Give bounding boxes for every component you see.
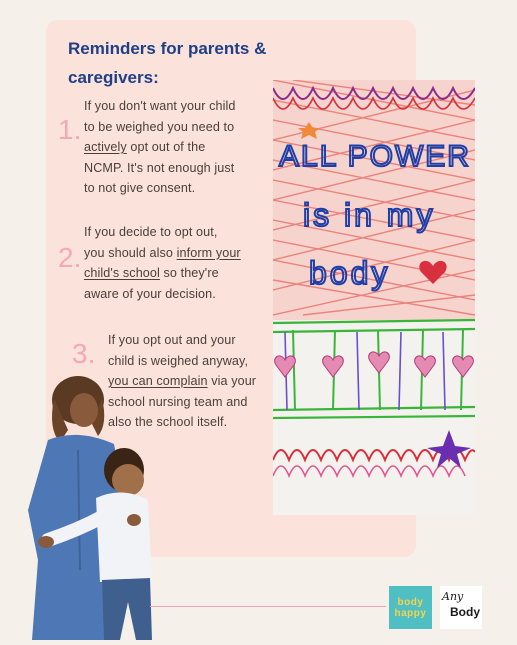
reminder-line	[108, 330, 278, 351]
drawing-illustration	[273, 80, 475, 515]
reminder-line	[84, 284, 274, 305]
footer-divider	[150, 606, 386, 607]
reminder-line	[84, 263, 274, 284]
reminder-line	[84, 96, 274, 117]
child-drawing	[273, 80, 475, 515]
drawing-line-3: body	[309, 255, 391, 291]
reminder-emphasis-link: you can complain	[108, 374, 208, 388]
reminder-line	[84, 117, 274, 138]
reminder-text-segment: to not give consent.	[84, 181, 196, 195]
reminder-text-segment: school nursing team and	[108, 394, 248, 409]
reminder-text-segment: you should also	[84, 245, 177, 260]
reminder-text-segment: If you opt out and your	[108, 333, 236, 347]
reminder-text-segment: to be weighed you need to	[84, 119, 235, 134]
reminder-text-segment: NCMP. It's not enough just	[84, 160, 235, 175]
reminder-text-segment: also the school itself.	[108, 415, 228, 429]
page-title: Reminders for parents & caregivers:	[68, 39, 267, 87]
body-happy-logo-line-2: happy	[394, 607, 427, 619]
reminder-1-text	[84, 96, 274, 199]
reminder-number-3: 3.	[72, 338, 96, 369]
any-body-logo-line-1: Any	[442, 590, 464, 603]
reminder-emphasis-link: inform your	[176, 245, 241, 260]
reminder-line	[84, 137, 274, 158]
body-happy-logo-line-1: body	[397, 596, 424, 608]
any-body-logo-line-2: Body	[450, 605, 480, 619]
reminder-number-1: 1.	[58, 114, 82, 145]
reminder-line	[84, 222, 274, 243]
parent-hugging-child-photo	[18, 370, 168, 640]
reminder-text-segment: so they're	[159, 266, 219, 280]
reminder-2-text	[84, 222, 274, 304]
reminder-text-segment: child is weighed anyway,	[108, 353, 249, 368]
parent-child-illustration	[18, 370, 168, 640]
drawing-line-2: is in my	[303, 197, 436, 233]
reminder-line	[84, 243, 274, 264]
body-happy-logo	[389, 586, 432, 629]
any-body-logo	[440, 586, 482, 629]
reminder-line	[84, 158, 274, 179]
reminder-text-segment: opt out of the	[126, 140, 206, 154]
reminder-line	[108, 351, 278, 372]
reminder-emphasis-link: actively	[84, 140, 127, 154]
reminder-text-segment: If you decide to opt out,	[84, 225, 218, 239]
reminder-text-segment: If you don't want your child	[84, 99, 236, 113]
reminder-text-segment: aware of your decision.	[84, 286, 216, 301]
reminder-text-segment: via your	[207, 374, 257, 388]
reminder-line	[84, 178, 274, 199]
reminder-number-2: 2.	[58, 242, 82, 273]
reminder-emphasis-link: child's school	[84, 266, 160, 280]
drawing-line-1: ALL POWER	[279, 140, 471, 173]
